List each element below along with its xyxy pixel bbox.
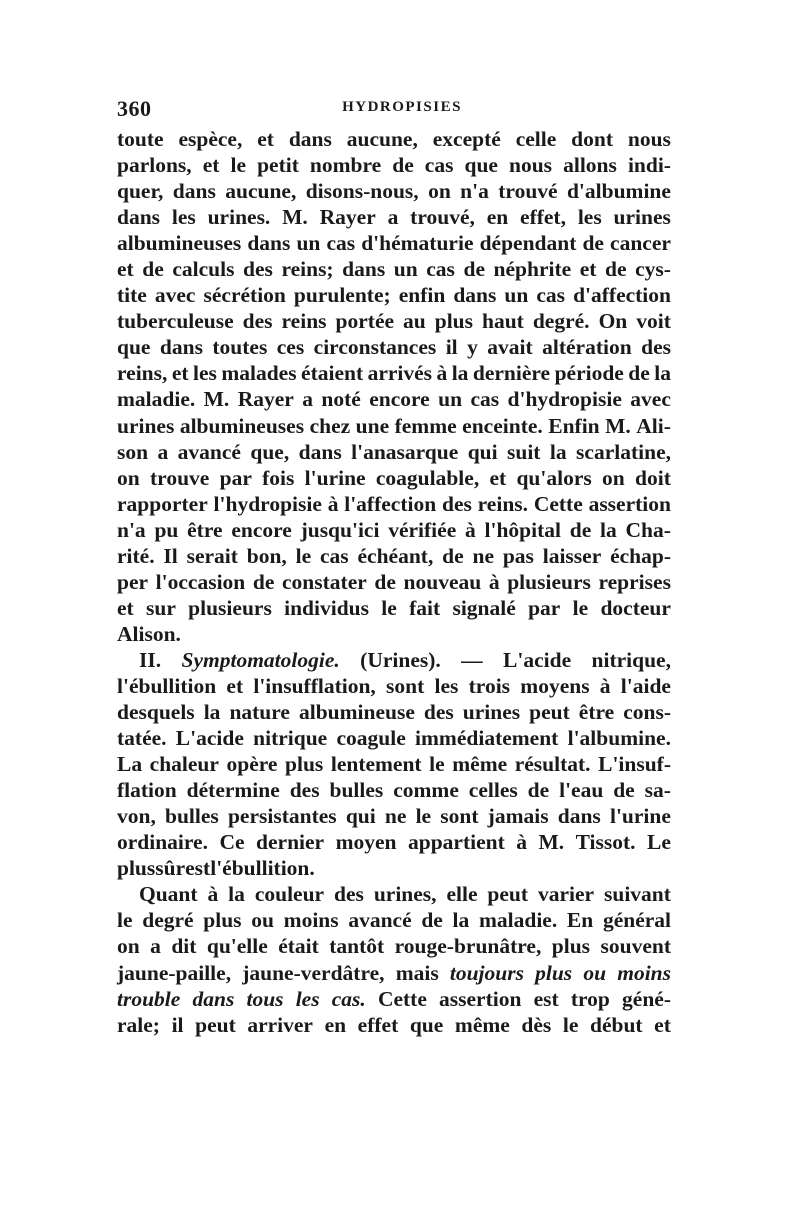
text-line: ordinaire. Ce dernier moyen appartient à M. Tissot. Le xyxy=(117,830,671,855)
text-line: n'a pu être encore jusqu'ici vérifiée à l'hôpital de la Cha- xyxy=(117,517,671,542)
text-line: La chaleur opère plus lentement le même résultat. L'insuf- xyxy=(117,752,671,777)
text-line: rapporter l'hydropisie à l'affection des reins. Cette assertion xyxy=(117,491,671,516)
text-line: que dans toutes ces circonstances il y avait altération des xyxy=(117,335,671,360)
text-line: et de calculs des reins; dans un cas de néphrite et de cys- xyxy=(117,257,671,282)
text-line: II. Symptomatologie. (Urines). — L'acide nitrique, xyxy=(139,647,671,672)
text-line: rale; il peut arriver en effet que même dès le début et xyxy=(117,1012,671,1037)
text-line: desquels la nature albumineuse des urines peut être cons- xyxy=(117,700,671,725)
text-line: Alison. xyxy=(117,621,181,646)
body-text xyxy=(117,126,671,1038)
text-line: per l'occasion de constater de nouveau à plusieurs reprises xyxy=(117,569,671,594)
text-line: dans les urines. M. Rayer a trouvé, en effet, les urines xyxy=(117,205,671,230)
text-line: albumineuses dans un cas d'hématurie dépendant de cancer xyxy=(117,231,671,256)
text-line: l'ébullition et l'insufflation, sont les trois moyens à l'aide xyxy=(117,673,671,698)
running-head: HYDROPISIES xyxy=(342,99,462,115)
text-line: et sur plusieurs individus le fait signalé par le docteur xyxy=(117,595,671,620)
text-line: von, bulles persistantes qui ne le sont jamais dans l'urine xyxy=(117,804,671,829)
text-line: son a avancé que, dans l'anasarque qui suit la scarlatine, xyxy=(117,439,671,464)
text-line: rité. Il serait bon, le cas échéant, de ne pas laisser échap- xyxy=(117,543,671,568)
text-line: reins, et les malades étaient arrivés à la dernière période de la xyxy=(117,361,671,386)
text-line: le degré plus ou moins avancé de la maladie. En général xyxy=(117,908,671,933)
text-line: trouble dans tous les cas. Cette assertion est trop géné- xyxy=(117,986,671,1011)
text-line: plus sûr est l'ébullition. xyxy=(117,856,315,881)
page-header xyxy=(117,96,677,126)
text-line: quer, dans aucune, disons-nous, on n'a trouvé d'albumine xyxy=(117,179,671,204)
text-line: jaune-paille, jaune-verdâtre, mais toujours plus ou moins xyxy=(117,960,671,985)
text-line: toute espèce, et dans aucune, excepté celle dont nous xyxy=(117,127,671,151)
page-number: 360 xyxy=(117,96,152,121)
text-line: parlons, et le petit nombre de cas que nous allons indi- xyxy=(117,153,671,178)
text-line: tatée. L'acide nitrique coagule immédiatement l'albumine. xyxy=(117,726,671,751)
text-line: maladie. M. Rayer a noté encore un cas d'hydropisie avec xyxy=(117,387,671,412)
text-line: flation détermine des bulles comme celles de l'eau de sa- xyxy=(117,778,671,803)
text-line: tite avec sécrétion purulente; enfin dans un cas d'affection xyxy=(117,283,671,308)
text-line: Quant à la couleur des urines, elle peut varier suivant xyxy=(139,882,671,907)
text-line: on trouve par fois l'urine coagulable, et qu'alors on doit xyxy=(117,465,671,490)
text-line: tuberculeuse des reins portée au plus haut degré. On voit xyxy=(117,309,671,334)
text-line: urines albumineuses chez une femme enceinte. Enfin M. Ali- xyxy=(117,413,671,438)
text-line: on a dit qu'elle était tantôt rouge-brunâtre, plus souvent xyxy=(117,934,671,959)
